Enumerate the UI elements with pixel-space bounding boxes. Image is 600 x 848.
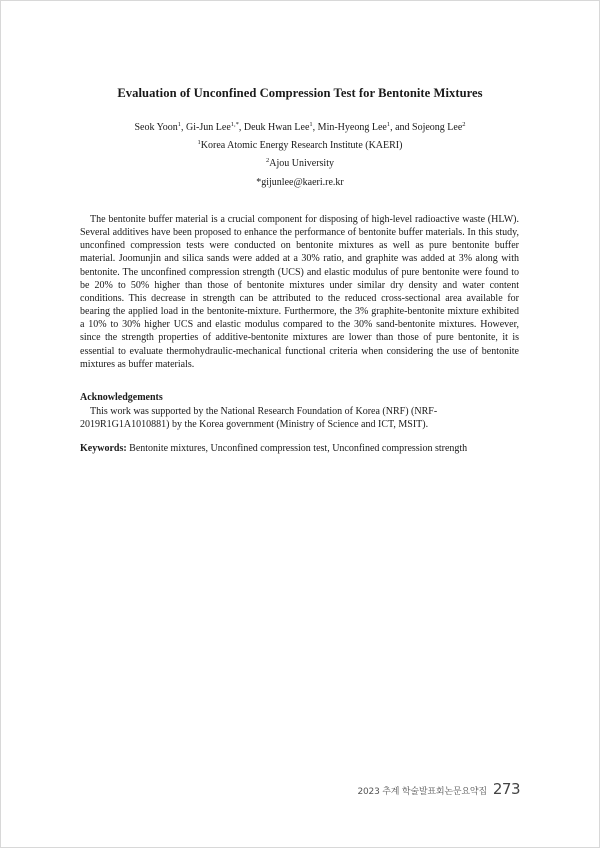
page-number: 273 <box>492 780 520 798</box>
affiliation-text: Korea Atomic Energy Research Institute (KAERI) <box>200 140 403 151</box>
affiliation-2 <box>0 158 600 169</box>
author-separator: , <box>312 122 318 133</box>
affiliation-1 <box>0 140 600 151</box>
author-name: Gi-Jun Lee <box>186 122 231 133</box>
author-affiliation-mark: 1 <box>309 121 313 128</box>
author-name: Min-Hyeong Lee <box>317 122 387 133</box>
affiliation-text: Ajou University <box>269 158 334 169</box>
acknowledgements-text: This work was supported by the National Research Foundation of Korea (NRF) (NRF-2019R1G1A1010881) by the Korea government (Ministry of Science and ICT, MSIT). <box>80 406 438 431</box>
author-separator: , <box>181 122 187 133</box>
author-name: Deuk Hwan Lee <box>243 122 310 133</box>
author-separator: , and <box>390 122 413 133</box>
affiliation-mark: 2 <box>266 157 270 164</box>
author-separator: , <box>238 122 244 133</box>
keywords-line <box>80 443 540 454</box>
keywords-text: Bentonite mixtures, Unconfined compression test, Unconfined compression strength <box>126 443 468 454</box>
paper-title: Evaluation of Unconfined Compression Test for Bentonite Mixtures <box>117 86 483 100</box>
acknowledgements-heading: Acknowledgements <box>80 392 163 403</box>
author-affiliation-mark: 1,* <box>230 121 239 128</box>
author-affiliation-mark: 1 <box>386 121 391 128</box>
author-affiliation-mark: 1 <box>177 121 182 128</box>
keywords-label: Keywords: <box>80 443 127 454</box>
author-affiliation-mark: 2 <box>462 121 466 128</box>
author-list <box>0 122 600 133</box>
abstract-paragraph: The bentonite buffer material is a crucial component for disposing of high-level radioactive waste (HLW). Several additives have been proposed to enhance the performance of bentonite buffer materials. In this study, unconfined compression tests were conducted on bentonite mixtures as well as pure bentonite buffer material. Joomunjin and silica sands were added at a 30% ratio, and graphite was added at 3% along with bentonite. The unconfined compression strength (UCS) and elastic modulus of pure bentonite were found to be 20% to 50% higher than those of bentonite mixtures under similar dry density and water content conditions. This decrease in strength can be attributed to the reduced cross-sectional area available for bearing the applied load in the bentonite-mixture. Furthermore, the 3% graphite-bentonite mixture exhibited a 10% to 30% higher UCS and elastic modulus compared to the 30% sand-bentonite mixtures. However, since the strength properties of additive-bentonite mixtures are lower than those of pure bentonite, it is essential to evaluate thermohydraulic-mechanical functional criteria when considering the use of bentonite mixtures as buffer materials. <box>80 214 519 370</box>
page-footer <box>358 779 521 798</box>
author-name: Sojeong Lee <box>412 122 463 133</box>
affiliation-mark: 1 <box>197 139 201 146</box>
conference-name: 2023 추계 학술발표회논문요약집 <box>357 787 487 797</box>
author-name: Seok Yoon <box>134 122 178 133</box>
corresponding-email: *gijunlee@kaeri.re.kr <box>256 177 344 188</box>
